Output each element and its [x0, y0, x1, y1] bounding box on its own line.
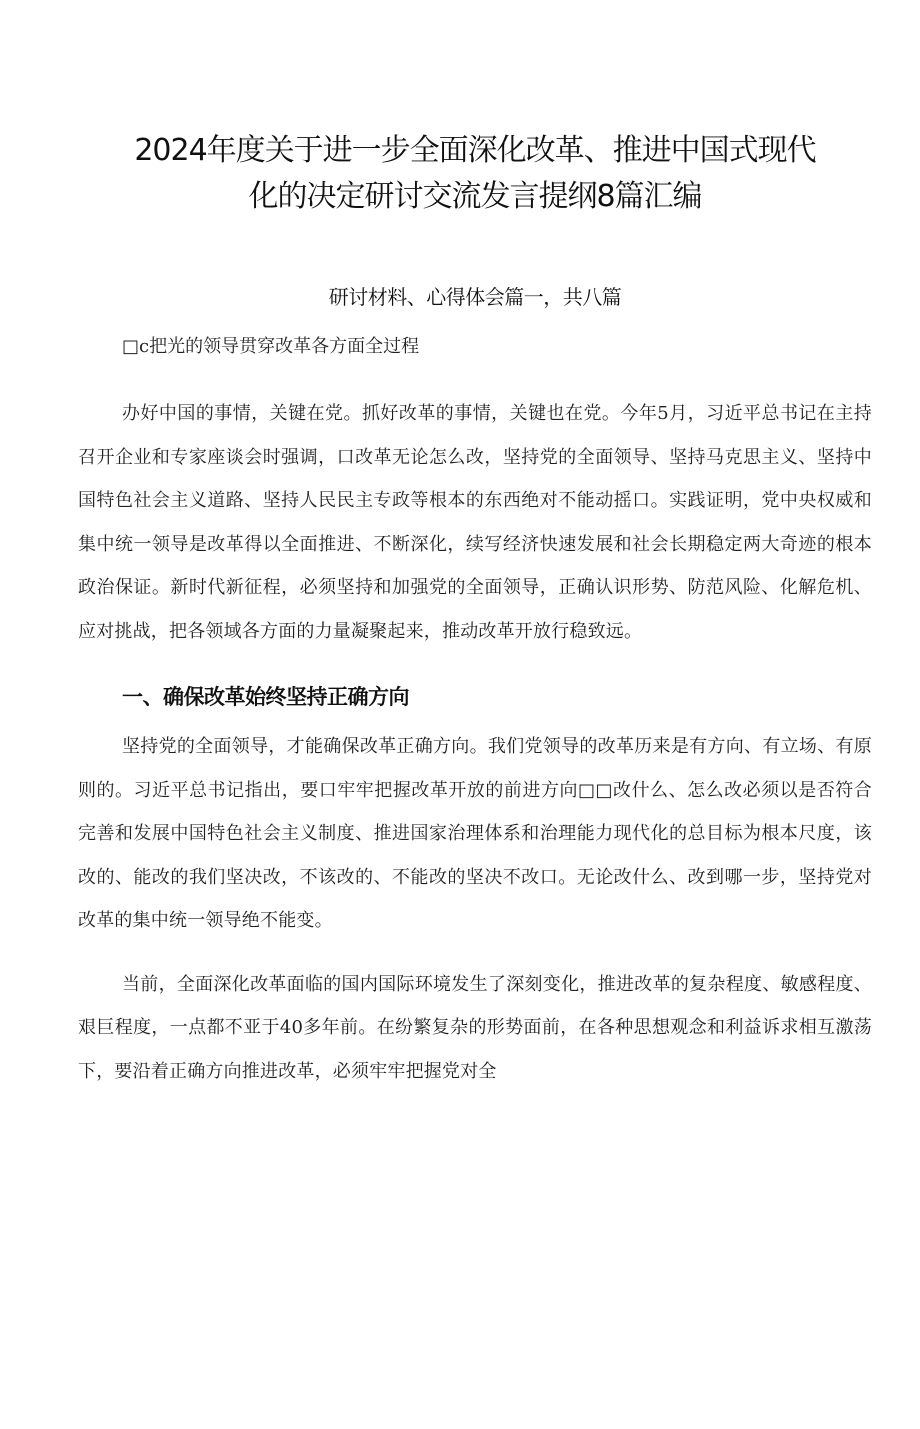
document-title-line-2: 化的决定研讨交流发言提纲8篇汇编: [248, 179, 702, 214]
paragraph-3: 当前，全面深化改革面临的国内国际环境发生了深刻变化，推进改革的复杂程度、敏感程度、艰巨程度，一点都不亚于40多年前。在纷繁复杂的形势面前，在各种思想观念和利益诉求相互激荡下，要沿着正确方向推进改革，必须牢牢把握党对全: [78, 973, 872, 1082]
lead-line: □c把光的领导贯穿改革各方面全过程: [122, 336, 420, 357]
document-title-line-1: 2024年度关于进一步全面深化改革、推进中国式现代: [134, 133, 816, 168]
section-heading-1: 一、确保改革始终坚持正确方向: [122, 685, 409, 709]
paragraph-2: 坚持党的全面领导，才能确保改革正确方向。我们党领导的改革历来是有方向、有立场、有原则的。习近平总书记指出，要口牢牢把握改革开放的前进方向□□改什么、怎么改必须以是否符合完善和发展中国特色社会主义制度、推进国家治理体系和治理能力现代化的总目标为根本尺度，该改的、能改的我们坚决改，不该改的、不能改的坚决不改口。无论改什么、改到哪一步，坚持党对改革的集中统一领导绝不能变。: [78, 736, 872, 931]
document-title: [78, 128, 872, 220]
paragraph-1: 办好中国的事情，关键在党。抓好改革的事情，关键也在党。今年5月，习近平总书记在主持召开企业和专家座谈会时强调，口改革无论怎么改，坚持党的全面领导、坚持马克思主义、坚持中国特色社会主义道路、坚持人民民主专政等根本的东西绝对不能动摇口。实践证明，党中央权威和集中统一领导是改革得以全面推进、不断深化，续写经济快速发展和社会长期稳定两大奇迹的根本政治保证。新时代新征程，必须坚持和加强党的全面领导，正确认识形势、防范风险、化解危机、应对挑战，把各领域各方面的力量凝聚起来，推动改革开放行稳致远。: [78, 403, 872, 642]
section-subtitle: 研讨材料、心得体会篇一，共八篇: [328, 285, 622, 309]
document-page: [0, 128, 920, 1429]
